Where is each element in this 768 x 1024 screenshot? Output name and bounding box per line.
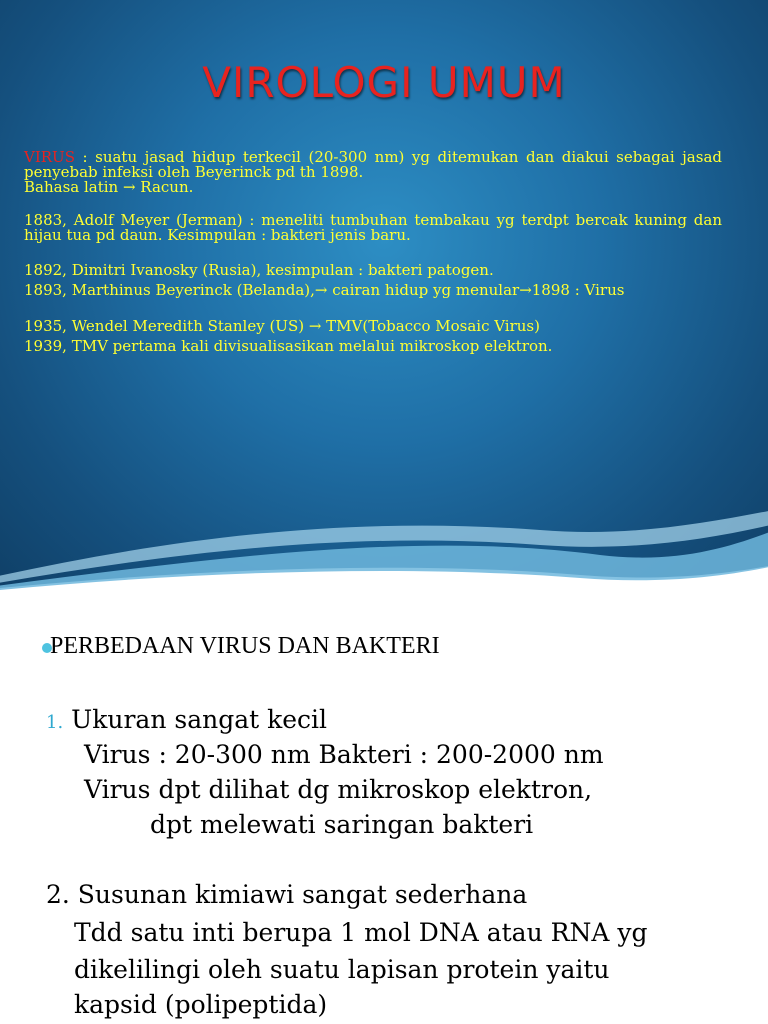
history-1892: 1892, Dimitri Ivanosky (Rusia), kesimpulan : bakteri patogen. — [24, 261, 494, 279]
item2-line4: kapsid (polipeptida) — [74, 990, 328, 1019]
slide2-heading: PERBEDAAN VIRUS DAN BAKTERI — [50, 633, 440, 659]
slide-body — [24, 150, 722, 354]
history-1893: 1893, Marthinus Beyerinck (Belanda),→ cairan hidup yg menular→1898 : Virus — [24, 281, 625, 299]
latin-origin: Bahasa latin → Racun. — [24, 178, 194, 196]
item1-title-line — [46, 705, 327, 734]
item2-title: 2. Susunan kimiawi sangat sederhana — [46, 880, 528, 909]
decorative-wave — [0, 500, 768, 600]
history-1935: 1935, Wendel Meredith Stanley (US) → TMV(Tobacco Mosaic Virus) — [24, 317, 540, 335]
item1-line4: dpt melewati saringan bakteri — [150, 810, 534, 839]
slide-title: VIROLOGI UMUM — [202, 58, 566, 107]
history-1883: 1883, Adolf Meyer (Jerman) : meneliti tumbuhan tembakau yg terdpt bercak kuning dan hijau tua pd daun. Kesimpulan : bakteri jenis baru. — [24, 211, 722, 244]
item1-title: Ukuran sangat kecil — [71, 705, 328, 734]
item1-line3: Virus dpt dilihat dg mikroskop elektron, — [84, 775, 593, 804]
virus-definition — [24, 150, 722, 180]
virus-definition-text: : suatu jasad hidup terkecil (20-300 nm) yg ditemukan dan diakui sebagai jasad penyebab infeksi oleh Beyerinck pd th 1898. — [24, 148, 722, 181]
history-1939: 1939, TMV pertama kali divisualisasikan melalui mikroskop elektron. — [24, 337, 553, 355]
item1-number: 1. — [46, 712, 64, 733]
item1-line2: Virus : 20-300 nm Bakteri : 200-2000 nm — [84, 740, 604, 769]
virus-term: VIRUS — [24, 148, 75, 166]
item2-line2: Tdd satu inti berupa 1 mol DNA atau RNA yg — [74, 918, 648, 947]
item2-line3: dikelilingi oleh suatu lapisan protein yaitu — [74, 955, 610, 984]
